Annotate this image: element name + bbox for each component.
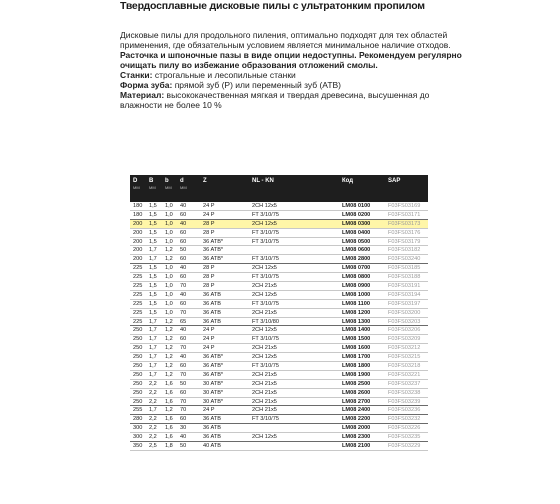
cell-z: 24 P	[203, 336, 215, 343]
cell-d: 180	[133, 211, 143, 218]
cell-d: 250	[133, 398, 143, 405]
cell-sap: F03FS03232	[388, 416, 421, 423]
cell-z: 36 ATB	[203, 318, 221, 325]
cell-nl: 2CH 21x5	[252, 371, 277, 378]
cell-nl: FT 3/10/75	[252, 274, 279, 281]
cell-nl: 2CH 21x5	[252, 345, 277, 352]
cell-d: 300	[133, 434, 143, 441]
cell-b: 1,5	[149, 229, 157, 236]
cell-z: 24 P	[203, 407, 215, 414]
cell-code: LM08 1500	[342, 336, 371, 343]
cell-b: 1,7	[149, 256, 157, 263]
cell-sap: F03FS03206	[388, 327, 421, 334]
cell-d: 200	[133, 256, 143, 263]
tooth-form-line	[120, 80, 420, 90]
cell-z: 36 ATB*	[203, 238, 224, 245]
cell-code: LM08 1200	[342, 309, 371, 316]
cell-dd: 60	[180, 256, 187, 263]
cell-dd: 70	[180, 309, 187, 316]
cell-d: 250	[133, 363, 143, 370]
table-row	[130, 273, 428, 282]
cell-bb: 1,6	[165, 398, 173, 405]
cell-sap: F03FS03215	[388, 354, 421, 361]
table-row	[130, 362, 428, 371]
cell-dd: 60	[180, 274, 187, 281]
cell-b: 1,5	[149, 283, 157, 290]
cell-dd: 60	[180, 363, 187, 370]
cell-dd: 60	[180, 300, 187, 307]
cell-z: 36 ATB*	[203, 256, 224, 263]
cell-sap: F03FS03188	[388, 274, 421, 281]
cell-nl: 2CH 21x5	[252, 398, 277, 405]
cell-dd: 70	[180, 283, 187, 290]
cell-d: 280	[133, 416, 143, 423]
table-row	[130, 264, 428, 273]
table-row	[130, 398, 428, 407]
cell-code: LM08 0500	[342, 238, 371, 245]
cell-sap: F03FS03218	[388, 363, 421, 370]
cell-b: 1,5	[149, 300, 157, 307]
cell-nl: 2CH 21x5	[252, 309, 277, 316]
cell-d: 225	[133, 309, 143, 316]
table-row	[130, 442, 428, 451]
cell-b: 2,2	[149, 434, 157, 441]
cell-d: 250	[133, 327, 143, 334]
cell-sap: F03FS03203	[388, 318, 421, 325]
cell-code: LM08 1700	[342, 354, 371, 361]
cell-z: 24 P	[203, 211, 215, 218]
cell-sap: F03FS03169	[388, 203, 421, 209]
cell-z: 24 P	[203, 345, 215, 352]
cell-z: 36 ATB*	[203, 247, 224, 254]
cell-bb: 1,0	[165, 309, 173, 316]
cell-b: 1,7	[149, 407, 157, 414]
cell-dd: 40	[180, 327, 187, 334]
table-row	[130, 211, 428, 220]
cell-dd: 40	[180, 291, 187, 298]
cell-b: 1,5	[149, 291, 157, 298]
cell-bb: 1,6	[165, 380, 173, 387]
cell-nl: 2CH 21x5	[252, 389, 277, 396]
cell-sap: F03FS03200	[388, 309, 421, 316]
cell-b: 1,5	[149, 238, 157, 245]
table-row	[130, 406, 428, 415]
cell-b: 1,5	[149, 265, 157, 272]
table-row	[130, 318, 428, 327]
cell-code: LM08 1900	[342, 371, 371, 378]
cell-d: 180	[133, 203, 143, 209]
cell-d: 225	[133, 300, 143, 307]
header-kerf-width: B MM	[149, 178, 156, 190]
cell-z: 36 ATB	[203, 434, 221, 441]
cell-sap: F03FS03191	[388, 283, 421, 290]
cell-b: 2,2	[149, 398, 157, 405]
cell-sap: F03FS03185	[388, 265, 421, 272]
table-row	[130, 309, 428, 318]
cell-bb: 1,0	[165, 265, 173, 272]
cell-nl: 2CH 12x5	[252, 203, 277, 209]
cell-nl: FT 3/10/75	[252, 229, 279, 236]
machines-line	[120, 70, 420, 80]
table-row	[130, 424, 428, 433]
cell-bb: 1,0	[165, 238, 173, 245]
cell-d: 350	[133, 443, 143, 450]
cell-bb: 1,6	[165, 434, 173, 441]
cell-d: 250	[133, 345, 143, 352]
cell-nl: FT 3/10/75	[252, 238, 279, 245]
cell-d: 300	[133, 425, 143, 432]
cell-d: 250	[133, 354, 143, 361]
cell-code: LM08 2000	[342, 425, 371, 432]
cell-b: 1,7	[149, 371, 157, 378]
table-row	[130, 335, 428, 344]
cell-sap: F03FS03179	[388, 238, 421, 245]
cell-dd: 70	[180, 407, 187, 414]
cell-sap: F03FS03194	[388, 291, 421, 298]
table-row	[130, 229, 428, 238]
cell-code: LM08 2300	[342, 434, 371, 441]
cell-sap: F03FS03238	[388, 389, 421, 396]
cell-z: 36 ATB	[203, 291, 221, 298]
cell-d: 225	[133, 283, 143, 290]
cell-dd: 70	[180, 371, 187, 378]
table-row	[130, 220, 428, 229]
cell-bb: 1,0	[165, 274, 173, 281]
header-plate-thickness: b MM	[165, 178, 172, 190]
cell-nl: FT 3/10/80	[252, 318, 279, 325]
cell-b: 1,7	[149, 336, 157, 343]
cell-sap: F03FS03173	[388, 220, 421, 227]
cell-d: 225	[133, 318, 143, 325]
cell-bb: 1,2	[165, 407, 173, 414]
cell-nl: FT 3/10/75	[252, 416, 279, 423]
cell-d: 225	[133, 274, 143, 281]
cell-nl: FT 3/10/75	[252, 300, 279, 307]
cell-code: LM08 0200	[342, 211, 371, 218]
cell-sap: F03FS03197	[388, 300, 421, 307]
cell-dd: 60	[180, 389, 187, 396]
cell-dd: 40	[180, 265, 187, 272]
cell-z: 36 ATB*	[203, 363, 224, 370]
cell-sap: F03FS03229	[388, 443, 421, 450]
cell-dd: 60	[180, 336, 187, 343]
cell-code: LM08 0800	[342, 274, 371, 281]
cell-d: 225	[133, 291, 143, 298]
cell-bb: 1,2	[165, 336, 173, 343]
cell-b: 1,7	[149, 247, 157, 254]
cell-bb: 1,0	[165, 283, 173, 290]
cell-b: 1,5	[149, 220, 157, 227]
table-row	[130, 202, 428, 211]
cell-dd: 60	[180, 238, 187, 245]
table-row	[130, 300, 428, 309]
cell-d: 250	[133, 380, 143, 387]
cell-bb: 1,2	[165, 363, 173, 370]
cell-bb: 1,2	[165, 318, 173, 325]
table-row	[130, 415, 428, 424]
cell-d: 200	[133, 247, 143, 254]
cell-b: 1,5	[149, 211, 157, 218]
cell-bb: 1,2	[165, 354, 173, 361]
cell-d: 200	[133, 238, 143, 245]
table-row	[130, 246, 428, 255]
cell-z: 24 P	[203, 327, 215, 334]
table-row	[130, 291, 428, 300]
cell-dd: 40	[180, 354, 187, 361]
cell-z: 24 P	[203, 203, 215, 209]
cell-code: LM08 0300	[342, 220, 371, 227]
cell-b: 2,5	[149, 443, 157, 450]
cell-code: LM08 2200	[342, 416, 371, 423]
table-row	[130, 344, 428, 353]
cell-d: 250	[133, 336, 143, 343]
cell-z: 36 ATB	[203, 416, 221, 423]
material-value: высококачественная мягкая и твердая древесина, высушенная до	[164, 90, 430, 100]
cell-b: 2,2	[149, 389, 157, 396]
table-row	[130, 353, 428, 362]
tooth-form-label: Форма зуба:	[120, 80, 173, 90]
cell-dd: 50	[180, 443, 187, 450]
cell-dd: 50	[180, 247, 187, 254]
cell-dd: 40	[180, 434, 187, 441]
cell-b: 1,7	[149, 363, 157, 370]
cell-nl: FT 3/10/75	[252, 363, 279, 370]
material-line-cont: влажности не более 10 %	[120, 100, 222, 110]
cell-bb: 1,2	[165, 327, 173, 334]
table-row	[130, 389, 428, 398]
machines-value: строгальные и лесопильные станки	[152, 70, 296, 80]
table-body	[130, 202, 428, 451]
cell-code: LM08 2700	[342, 398, 371, 405]
cell-bb: 1,2	[165, 345, 173, 352]
cell-sap: F03FS03171	[388, 211, 421, 218]
cell-b: 1,5	[149, 203, 157, 209]
cell-sap: F03FS03226	[388, 425, 421, 432]
page-title: Твердосплавные дисковые пилы с ультратонким пропилом	[120, 0, 425, 12]
cell-nl: FT 3/10/75	[252, 211, 279, 218]
cell-code: LM08 0900	[342, 283, 371, 290]
description-line-bold: очищать пилу во избежание образования отложений смолы.	[120, 60, 378, 70]
description-line: применения, где обязательным условием является минимальное наличие отходов.	[120, 40, 451, 50]
cell-bb: 1,0	[165, 220, 173, 227]
cell-nl: 2CH 21x5	[252, 407, 277, 414]
cell-nl: 2CH 12x5	[252, 291, 277, 298]
cell-nl: FT 3/10/75	[252, 256, 279, 263]
cell-bb: 1,0	[165, 211, 173, 218]
header-bore: d MM	[180, 178, 187, 190]
cell-b: 1,5	[149, 274, 157, 281]
cell-sap: F03FS03237	[388, 380, 421, 387]
cell-sap: F03FS03239	[388, 398, 421, 405]
cell-code: LM08 0700	[342, 265, 371, 272]
cell-code: LM08 0100	[342, 203, 371, 209]
saw-blade-table	[130, 175, 428, 451]
cell-sap: F03FS03212	[388, 345, 421, 352]
cell-code: LM08 1400	[342, 327, 371, 334]
cell-bb: 1,0	[165, 291, 173, 298]
cell-z: 28 P	[203, 274, 215, 281]
cell-bb: 1,6	[165, 389, 173, 396]
cell-sap: F03FS03182	[388, 247, 421, 254]
cell-sap: F03FS03221	[388, 371, 421, 378]
table-row	[130, 282, 428, 291]
cell-code: LM08 1600	[342, 345, 371, 352]
cell-z: 30 ATB*	[203, 389, 224, 396]
cell-dd: 40	[180, 220, 187, 227]
cell-b: 1,7	[149, 318, 157, 325]
machines-label: Станки:	[120, 70, 153, 80]
cell-b: 2,2	[149, 416, 157, 423]
cell-nl: FT 3/10/75	[252, 336, 279, 343]
cell-z: 40 ATB	[203, 443, 221, 450]
cell-b: 1,7	[149, 354, 157, 361]
cell-d: 250	[133, 371, 143, 378]
cell-nl: 2CH 12x5	[252, 354, 277, 361]
cell-bb: 1,0	[165, 229, 173, 236]
cell-nl: 2CH 12x5	[252, 434, 277, 441]
tooth-form-value: прямой зуб (P) или переменный зуб (ATB)	[172, 80, 342, 90]
table-row	[130, 371, 428, 380]
cell-z: 28 P	[203, 229, 215, 236]
header-teeth: Z	[203, 178, 207, 184]
product-description	[120, 30, 462, 110]
cell-code: LM08 2600	[342, 389, 371, 396]
cell-b: 1,5	[149, 309, 157, 316]
cell-z: 28 P	[203, 283, 215, 290]
table-row	[130, 255, 428, 264]
cell-dd: 70	[180, 398, 187, 405]
cell-code: LM08 0600	[342, 247, 371, 254]
cell-d: 255	[133, 407, 143, 414]
cell-code: LM08 1000	[342, 291, 371, 298]
cell-code: LM08 1800	[342, 363, 371, 370]
cell-z: 36 ATB	[203, 425, 221, 432]
table-row	[130, 238, 428, 247]
table-header	[130, 175, 428, 202]
cell-d: 225	[133, 265, 143, 272]
cell-bb: 1,0	[165, 300, 173, 307]
cell-dd: 60	[180, 229, 187, 236]
cell-z: 30 ATB*	[203, 380, 224, 387]
cell-nl: 2CH 21x5	[252, 283, 277, 290]
header-diameter: D MM	[133, 178, 140, 190]
cell-z: 30 ATB*	[203, 398, 224, 405]
cell-code: LM08 1300	[342, 318, 371, 325]
cell-nl: 2CH 12x5	[252, 220, 277, 227]
table-row	[130, 380, 428, 389]
cell-code: LM08 2800	[342, 256, 371, 263]
material-line	[120, 90, 430, 100]
cell-dd: 70	[180, 345, 187, 352]
cell-bb: 1,8	[165, 443, 173, 450]
cell-b: 2,2	[149, 425, 157, 432]
cell-b: 1,7	[149, 345, 157, 352]
cell-d: 200	[133, 220, 143, 227]
cell-sap: F03FS03236	[388, 407, 421, 414]
header-code: Код	[342, 178, 354, 184]
cell-code: LM08 0400	[342, 229, 371, 236]
cell-sap: F03FS03209	[388, 336, 421, 343]
cell-z: 28 P	[203, 220, 215, 227]
cell-code: LM08 2100	[342, 443, 371, 450]
cell-bb: 1,2	[165, 371, 173, 378]
cell-z: 28 P	[203, 265, 215, 272]
cell-z: 36 ATB	[203, 309, 221, 316]
cell-bb: 1,6	[165, 425, 173, 432]
cell-bb: 1,6	[165, 416, 173, 423]
cell-d: 250	[133, 389, 143, 396]
description-line: Дисковые пилы для продольного пиления, оптимально подходят для тех областей	[120, 30, 448, 40]
material-label: Материал:	[120, 90, 165, 100]
table-row	[130, 326, 428, 335]
cell-code: LM08 2400	[342, 407, 371, 414]
cell-b: 2,2	[149, 380, 157, 387]
cell-b: 1,7	[149, 327, 157, 334]
cell-d: 200	[133, 229, 143, 236]
description-line-bold: Расточка и шпоночные пазы в виде опции недоступны. Рекомендуем регулярно	[120, 50, 462, 60]
cell-z: 36 ATB	[203, 300, 221, 307]
header-nl-kn: NL - KN	[252, 178, 274, 184]
cell-code: LM08 2500	[342, 380, 371, 387]
cell-dd: 30	[180, 425, 187, 432]
cell-dd: 60	[180, 416, 187, 423]
cell-dd: 60	[180, 211, 187, 218]
table-row	[130, 433, 428, 442]
cell-dd: 40	[180, 203, 187, 209]
cell-sap: F03FS03240	[388, 256, 421, 263]
cell-nl: 2CH 12x5	[252, 265, 277, 272]
cell-code: LM08 1100	[342, 300, 370, 307]
cell-dd: 65	[180, 318, 187, 325]
cell-sap: F03FS03235	[388, 434, 421, 441]
cell-z: 36 ATB*	[203, 371, 224, 378]
cell-bb: 1,0	[165, 203, 173, 209]
cell-bb: 1,2	[165, 256, 173, 263]
cell-sap: F03FS03176	[388, 229, 421, 236]
cell-dd: 50	[180, 380, 187, 387]
cell-nl: 2CH 12x5	[252, 327, 277, 334]
header-sap: SAP	[388, 178, 401, 184]
cell-z: 36 ATB*	[203, 354, 224, 361]
cell-nl: 2CH 21x5	[252, 380, 277, 387]
cell-bb: 1,2	[165, 247, 173, 254]
